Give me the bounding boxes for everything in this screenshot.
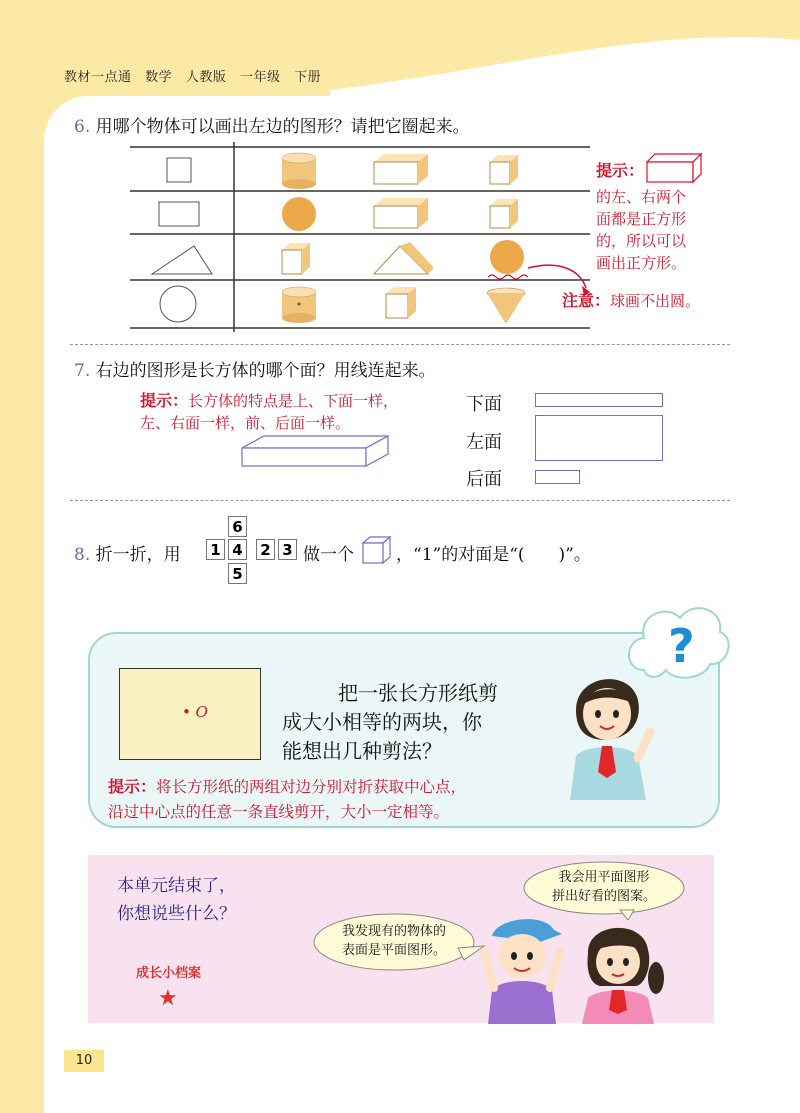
net-cell: 5 [228,563,247,584]
net-cell: 2 [256,539,275,560]
bubble-left-text [322,922,466,960]
face-label-back: 后面 [466,469,502,490]
bubble-right-line: 我会用平面图形 [558,870,650,885]
bubble-left-line: 我发现有的物体的 [341,924,446,939]
small-rectangle [535,470,580,484]
cylinder-icon [282,287,316,323]
unit-end-line2: 你想说些什么？ [117,904,236,924]
header-book: 教材一点通 [64,70,132,85]
divider [70,500,730,501]
girl-pigtails-illustration [572,914,664,1024]
q6-text: 用哪个物体可以画出左边的图形？请把它圈起来。 [95,117,470,137]
q7-hint-label: 提示： [140,391,189,410]
question-mark-icon: ? [668,619,695,673]
large-rectangle [535,415,663,461]
q6-hint-line: 面都是正方形 [596,210,687,228]
q6-hint-line: 画出正方形。 [596,254,687,272]
flat-cuboid-icon [238,434,398,474]
cone-icon [487,288,525,324]
bubble-right-line: 拼出好看的图案。 [551,889,656,904]
page-number: 10 [64,1050,104,1072]
q8-number: 8. [74,545,91,565]
long-rectangle [535,393,663,407]
q8-prompt [74,540,181,565]
face-label-left: 左面 [466,432,502,453]
rectangle-shape [159,202,199,226]
q6-table [130,142,590,332]
star-icon: ★ [158,986,178,1011]
cuboid-icon [374,154,428,184]
net-cell: 4 [228,539,247,560]
top-wave-decoration [0,0,800,110]
cut-line3: 能想出几种剪法？ [282,739,442,763]
q7-hint-line2: 左、右面一样，前、后面一样。 [140,414,351,432]
girl-illustration [546,660,666,800]
cube-icon [386,287,416,318]
cube-icon [490,199,518,228]
bubble-left-line: 表面是平面图形。 [341,943,446,958]
cube-icon [490,155,518,184]
triangle-shape [152,246,212,274]
sphere-icon [490,240,524,274]
arrow-curve [528,265,586,288]
net-cell: 6 [228,516,247,537]
center-point-o: • O [182,703,208,721]
divider [70,344,730,345]
triangular-prism-icon [374,242,434,274]
unit-end-text [117,872,236,928]
net-cell: 3 [278,539,297,560]
header-edition: 人教版 [185,70,227,85]
q6-hint-label: 提示： [596,161,645,180]
unit-end-line1: 本单元结束了， [117,876,236,896]
circle-shape [160,286,196,322]
bubble-right-text [540,868,668,906]
cuboid-icon [374,198,428,228]
q8-text-before: 折一折，用 [95,545,181,565]
cube-outline-icon [360,534,394,566]
q7-prompt [74,356,436,381]
running-header [64,66,330,85]
q7-hint [140,390,398,434]
q7-hint-line1: 长方体的特点是上、下面一样， [188,392,399,410]
paper-rectangle [119,668,261,760]
growth-archive-label: 成长小档案 [136,966,202,981]
q6-prompt [74,112,470,137]
header-volume: 下册 [294,70,322,85]
q7-number: 7. [74,361,91,381]
q6-hint-body [596,186,686,274]
cut-line1: 把一张长方形纸剪 [338,681,498,705]
q8-text-mid: 做一个 [303,545,354,565]
header-grade: 一年级 [239,70,281,85]
q6-hint [596,160,644,182]
q6-note-label: 注意： [562,291,611,310]
q6-number: 6. [74,117,91,137]
cut-hint-line1: 将长方形纸的两组对边分别对折获取中心点， [156,778,467,796]
cylinder-icon [282,153,316,189]
header-subject: 数学 [145,70,173,85]
square-shape [167,158,191,182]
q8-text-after: ，“1”的对面是“( )”。 [396,545,591,565]
q7-text: 右边的图形是长方体的哪个面？用线连起来。 [95,361,436,381]
cut-hint [108,774,466,825]
q6-note-text: 球画不出圆。 [610,292,701,310]
net-cell: 1 [206,539,225,560]
q6-hint-line: 的，所以可以 [596,232,687,250]
boy-illustration [470,912,570,1024]
cut-line2: 成大小相等的两块，你 [282,710,482,734]
q6-note [562,290,700,312]
cuboid-outline-icon [645,152,705,186]
sphere-icon [282,197,316,231]
cut-hint-line2: 沿过中心点的任意一条直线剪开，大小一定相等。 [108,803,450,821]
cube-icon [282,243,310,274]
wavy-underline [488,275,528,279]
q6-hint-line: 的左、右两个 [596,188,687,206]
face-label-bottom: 下面 [466,394,502,415]
cut-hint-label: 提示： [108,777,157,796]
